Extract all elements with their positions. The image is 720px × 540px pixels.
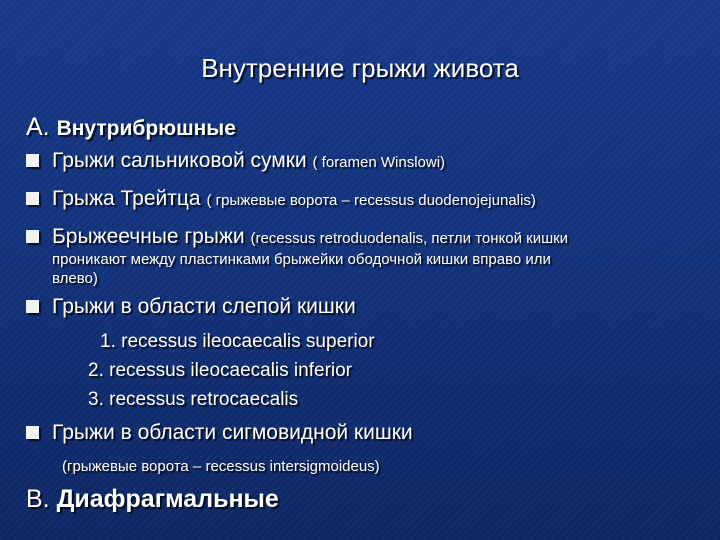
bullet-note-line-3: влево) <box>52 270 98 287</box>
bullet-note: ( грыжевые ворота – recessus duodenojejunalis) <box>206 192 536 209</box>
bullet-note: ( foramen Winslowi) <box>312 154 446 171</box>
bullet-square-icon <box>26 426 39 439</box>
cecum-list-item-1: 1. recessus ileocaecalis superior <box>100 331 375 352</box>
bullet-main: Грыжа Трейтца <box>52 187 201 210</box>
bullet-square-icon <box>26 230 39 243</box>
bullet-main: Грыжи в области слепой кишки <box>52 295 356 318</box>
bullet-note-line-2: проникают между пластинками брыжейки ободочной кишки вправо или <box>52 251 551 268</box>
bullet-main: Брыжеечные грыжи <box>52 225 245 248</box>
slide-title: Внутренние грыжи живота <box>201 53 519 83</box>
bullet-square-icon <box>26 192 39 205</box>
cecum-list-item-2: 2. recessus ileocaecalis inferior <box>88 360 353 381</box>
section-a-label: Внутрибрюшные <box>56 117 236 140</box>
section-a-letter: А. <box>26 113 50 141</box>
bullet-main: Грыжи сальниковой сумки <box>52 149 307 172</box>
section-b-label: Диафрагмальные <box>56 485 279 513</box>
cecum-list-item-3: 3. recessus retrocaecalis <box>88 389 299 410</box>
section-b-letter: В. <box>26 485 50 513</box>
section-b-heading <box>26 484 279 514</box>
bullet-square-icon <box>26 300 39 313</box>
sigmoid-note: (грыжевые ворота – recessus intersigmoideus) <box>62 458 380 475</box>
section-a-heading <box>26 112 236 144</box>
bullet-main: Грыжи в области сигмовидной кишки <box>52 421 413 444</box>
bullet-note: (recessus retroduodenalis, петли тонкой кишки <box>250 230 569 247</box>
bullet-square-icon <box>26 154 39 167</box>
